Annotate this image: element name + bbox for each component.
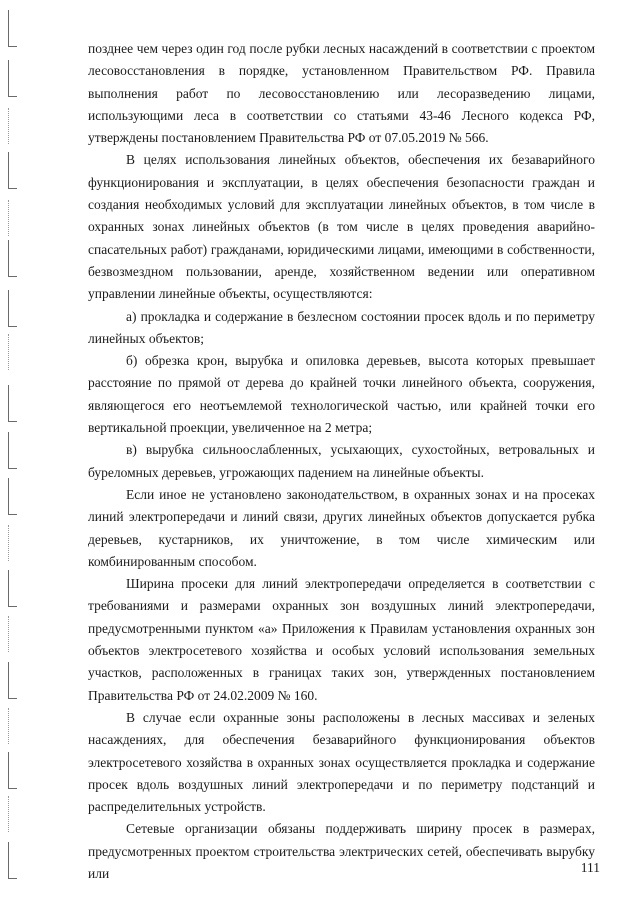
paragraph: позднее чем через один год после рубки лесных насаждений в соответствии с проектом лесовосстановления в порядке, установленном Правительством РФ. Правила выполнения работ по лесовосстановлению или лесоразведению лицами, использующими леса в соответствии со статьями 43-46 Лесного кодекса РФ, утверждены постановлением Правительства РФ от 07.05.2019 № 566.	[88, 41, 595, 146]
edge-mark	[8, 200, 17, 236]
paragraph: Ширина просеки для линий электропередачи определяется в соответствии с требованиями и размерами охранных зон воздушных линий электропередачи, предусмотренными пунктом «а» Приложения к Правилам установления охранных зон объектов электросетевого хозяйства и особых условий использования земельных участков, расположенных в границах таких зон, утвержденных постановлением Правительства РФ от 24.02.2009 № 160.	[88, 576, 595, 703]
edge-mark	[8, 708, 17, 744]
edge-mark	[8, 290, 17, 327]
edge-mark	[8, 616, 17, 652]
edge-mark	[8, 432, 17, 469]
edge-mark	[8, 60, 17, 97]
edge-mark	[8, 10, 17, 47]
list-item: в) вырубка сильноослабленных, усыхающих, сухостойных, ветровальных и буреломных деревьев, угрожающих падением на линейные объекты.	[88, 442, 595, 480]
edge-mark	[8, 662, 17, 699]
list-item: а) прокладка и содержание в безлесном состоянии просек вдоль и по периметру линейных объектов;	[88, 308, 595, 346]
edge-mark	[8, 752, 17, 789]
binding-edge-marks	[8, 0, 22, 905]
paragraph: Сетевые организации обязаны поддерживать ширину просек в размерах, предусмотренных проектом строительства электрических сетей, обеспечивать вырубку или	[88, 821, 595, 881]
edge-mark	[8, 796, 17, 832]
paragraph: В целях использования линейных объектов, обеспечения их безаварийного функционирования и эксплуатации, в целях обеспечения безопасности граждан и создания необходимых условий для эксплуатации линейных объектов, в том числе в охранных зонах линейных объектов (в том числе в целях проведения аварийно-спасательных работ) гражданами, юридическими лицами, имеющими в собственности, безвозмездном пользовании, аренде, хозяйственном ведении или оперативном управлении линейные объекты, осуществляются:	[88, 152, 595, 302]
paragraph: Если иное не установлено законодательством, в охранных зонах и на просеках линий электропередачи и линий связи, других линейных объектов допускается рубка деревьев, кустарников, их уничтожение, в том числе химическим или комбинированным способом.	[88, 486, 595, 569]
paragraph: В случае если охранные зоны расположены в лесных массивах и зеленых насаждениях, для обеспечения безаварийного функционирования объектов электросетевого хозяйства в охранных зонах осуществляется прокладка и содержание просек вдоль воздушных линий электропередачи и по периметру подстанций и распределительных устройств.	[88, 709, 595, 815]
edge-mark	[8, 478, 17, 515]
edge-mark	[8, 108, 17, 144]
edge-mark	[8, 842, 17, 879]
edge-mark	[8, 385, 17, 422]
edge-mark	[8, 334, 17, 370]
body-text	[88, 38, 595, 885]
edge-mark	[8, 152, 17, 189]
page-number: 111	[580, 860, 600, 875]
edge-mark	[8, 570, 17, 607]
list-item: б) обрезка крон, вырубка и опиловка деревьев, высота которых превышает расстояние по прямой от дерева до крайней точки линейного объекта, сооружения, являющегося его неотъемлемой технологической частью, или крайней точки его вертикальной проекции, увеличенное на 2 метра;	[88, 353, 595, 436]
edge-mark	[8, 525, 17, 561]
edge-mark	[8, 240, 17, 277]
